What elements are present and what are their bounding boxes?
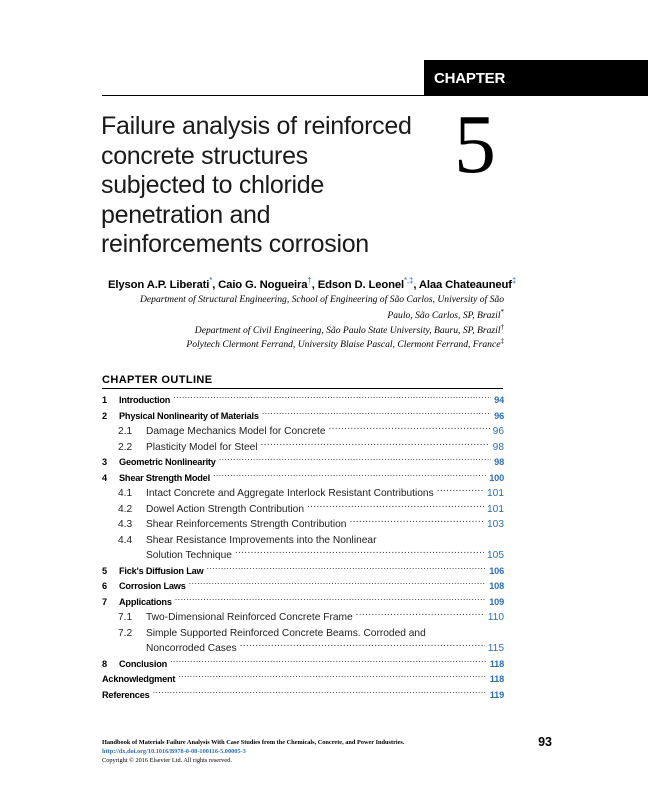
title-rule xyxy=(102,95,424,96)
table-of-contents xyxy=(102,393,504,703)
toc-page-link[interactable]: 96 xyxy=(492,426,504,437)
author-affiliation-mark[interactable]: *,‡ xyxy=(403,276,414,285)
dot-leader xyxy=(349,517,484,527)
toc-page-link[interactable]: 96 xyxy=(494,410,504,421)
toc-text: Corrosion Laws xyxy=(119,581,186,591)
author-affiliation-mark[interactable]: † xyxy=(307,276,312,285)
toc-entry[interactable] xyxy=(102,471,504,487)
chapter-band xyxy=(424,60,648,96)
toc-text: References xyxy=(102,689,150,700)
toc-page-link[interactable]: 101 xyxy=(487,503,504,515)
page-number: 93 xyxy=(538,735,552,749)
affiliation-text: Paulo, São Carlos, SP, Brazil xyxy=(387,310,501,322)
affiliation-text: Polytech Clermont Ferrand, University Blaise Pascal, Clermont Ferrand, France xyxy=(186,339,501,351)
toc-page-link[interactable]: 105 xyxy=(487,550,504,561)
toc-entry-continuation[interactable] xyxy=(102,548,504,564)
affiliation xyxy=(100,293,504,306)
toc-number: 4.2 xyxy=(118,503,133,515)
toc-text: Intact Concrete and Aggregate Interlock Resistant Contributions xyxy=(146,488,434,499)
toc-number: 3 xyxy=(102,457,107,467)
toc-entry[interactable] xyxy=(102,657,504,673)
toc-number: 1 xyxy=(102,395,107,405)
dot-leader xyxy=(437,486,484,496)
toc-page-link[interactable]: 98 xyxy=(494,457,504,467)
dot-leader xyxy=(189,579,487,589)
dot-leader xyxy=(262,409,491,419)
toc-page-link[interactable]: 110 xyxy=(487,612,504,623)
toc-number: 7.1 xyxy=(118,612,133,623)
toc-text: Dowel Action Strength Contribution xyxy=(146,503,304,515)
dot-leader xyxy=(307,502,484,512)
toc-page-link[interactable]: 101 xyxy=(487,488,504,499)
toc-entry-continuation[interactable] xyxy=(102,641,504,657)
toc-text: Two-Dimensional Reinforced Concrete Frame xyxy=(146,612,353,623)
toc-number: 7.2 xyxy=(118,627,133,639)
toc-text: Physical Nonlinearity of Materials xyxy=(119,410,259,421)
toc-text: Noncorroded Cases xyxy=(146,643,237,654)
dot-leader xyxy=(175,595,487,605)
dot-leader xyxy=(240,641,485,651)
dot-leader xyxy=(173,393,491,403)
toc-page-link[interactable]: 98 xyxy=(492,441,504,453)
toc-text: Plasticity Model for Steel xyxy=(146,441,258,453)
toc-number: 7 xyxy=(102,596,107,607)
toc-page-link[interactable]: 94 xyxy=(494,395,504,405)
toc-page-link[interactable]: 100 xyxy=(489,472,504,483)
toc-number: 4 xyxy=(102,472,107,483)
dot-leader xyxy=(170,657,487,667)
toc-number: 2.1 xyxy=(118,426,133,437)
chapter-label: CHAPTER xyxy=(434,70,506,87)
author-name: Alaa Chateauneuf xyxy=(418,278,512,291)
toc-entry[interactable] xyxy=(102,517,504,533)
toc-number: 4.3 xyxy=(118,519,133,530)
toc-entry[interactable] xyxy=(102,393,504,409)
toc-page-link[interactable]: 118 xyxy=(489,674,504,684)
dot-leader xyxy=(235,548,484,558)
affiliation-mark: ‡ xyxy=(500,337,504,345)
affiliation-mark: † xyxy=(500,323,504,331)
toc-number: 5 xyxy=(102,565,107,576)
toc-entry[interactable] xyxy=(102,486,504,502)
title-line: concrete structures xyxy=(101,141,308,170)
toc-text: Solution Technique xyxy=(146,550,232,561)
toc-number: 4.4 xyxy=(118,534,133,546)
affiliation xyxy=(100,335,504,351)
toc-entry[interactable] xyxy=(102,424,504,440)
author-affiliation-mark[interactable]: ‡ xyxy=(511,276,517,285)
doi-link[interactable]: http://dx.doi.org/10.1016/B978-0-08-100116-5.00005-3 xyxy=(102,748,246,755)
affiliation-mark: * xyxy=(500,308,504,316)
toc-text: Damage Mechanics Model for Concrete xyxy=(146,426,326,437)
dot-leader xyxy=(178,672,487,682)
author-name: Edson D. Leonel xyxy=(317,278,404,291)
toc-entry[interactable] xyxy=(102,579,504,595)
toc-page-link[interactable]: 108 xyxy=(489,581,504,591)
book-title: Handbook of Materials Failure Analysis With Case Studies from the Chemicals, Concrete, and Power Industries. xyxy=(102,739,405,746)
toc-entry[interactable] xyxy=(102,610,504,626)
toc-entry[interactable] xyxy=(102,626,504,642)
toc-page-link[interactable]: 115 xyxy=(487,643,504,654)
page-footer xyxy=(102,738,522,765)
author-list: Elyson A.P. Liberati*, Caio G. Nogueira†, Edson D. Leonel*,‡, Alaa Chateauneuf‡ xyxy=(108,276,517,291)
toc-number: 4.1 xyxy=(118,488,133,499)
toc-entry[interactable] xyxy=(102,672,504,688)
toc-entry[interactable] xyxy=(102,564,504,580)
toc-number: 8 xyxy=(102,658,107,669)
title-line: subjected to chloride xyxy=(101,171,325,199)
toc-number: 2.2 xyxy=(118,441,133,453)
dot-leader xyxy=(219,455,491,465)
toc-entry[interactable] xyxy=(102,409,504,425)
toc-text: Acknowledgment xyxy=(102,674,176,684)
toc-entry[interactable] xyxy=(102,502,504,518)
toc-text: Simple Supported Reinforced Concrete Beams. Corroded and xyxy=(146,627,426,639)
title-line: penetration and xyxy=(101,200,271,229)
author-name: Elyson A.P. Liberati xyxy=(108,278,210,291)
toc-text: Geometric Nonlinearity xyxy=(119,457,216,467)
affiliation-text: Department of Civil Engineering, São Paulo State University, Bauru, SP, Brazil xyxy=(194,325,501,337)
dot-leader xyxy=(206,564,486,574)
toc-number: 2 xyxy=(102,410,107,421)
outline-rule xyxy=(102,388,503,389)
dot-leader xyxy=(153,688,487,698)
toc-page-link[interactable]: 106 xyxy=(489,565,504,576)
copyright: Copyright © 2016 Elsevier Ltd. All rights reserved. xyxy=(102,757,232,764)
toc-entry[interactable] xyxy=(102,440,504,456)
title-line: reinforcements corrosion xyxy=(101,230,369,258)
dot-leader xyxy=(356,610,485,620)
dot-leader xyxy=(261,440,490,450)
affiliation-text: Department of Structural Engineering, School of Engineering of São Carlos, University of São xyxy=(140,294,504,305)
toc-text: Applications xyxy=(119,596,172,607)
toc-page-link[interactable]: 109 xyxy=(489,596,504,607)
chapter-outline-heading: CHAPTER OUTLINE xyxy=(102,374,213,386)
toc-text: Shear Resistance Improvements into the Nonlinear xyxy=(146,534,377,546)
toc-entry[interactable] xyxy=(102,595,504,611)
dot-leader xyxy=(213,471,486,481)
toc-entry[interactable] xyxy=(102,533,504,549)
toc-page-link[interactable]: 118 xyxy=(489,658,504,669)
toc-text: Conclusion xyxy=(119,658,168,669)
dot-leader xyxy=(329,424,490,434)
affiliation xyxy=(100,306,504,322)
toc-page-link[interactable]: 119 xyxy=(489,689,504,700)
toc-number: 6 xyxy=(102,581,107,591)
author-name: Caio G. Nogueira xyxy=(218,278,308,291)
toc-entry[interactable] xyxy=(102,455,504,471)
toc-page-link[interactable]: 103 xyxy=(487,519,504,530)
toc-text: Shear Reinforcements Strength Contribution xyxy=(146,519,347,530)
toc-entry[interactable] xyxy=(102,688,504,704)
chapter-title xyxy=(101,112,431,260)
title-line: Failure analysis of reinforced xyxy=(101,112,412,140)
toc-text: Introduction xyxy=(119,395,171,405)
toc-text: Shear Strength Model xyxy=(119,472,210,483)
chapter-number: 5 xyxy=(454,98,496,191)
author-affiliation-mark[interactable]: * xyxy=(209,276,213,285)
toc-text: Fick's Diffusion Law xyxy=(119,565,204,576)
